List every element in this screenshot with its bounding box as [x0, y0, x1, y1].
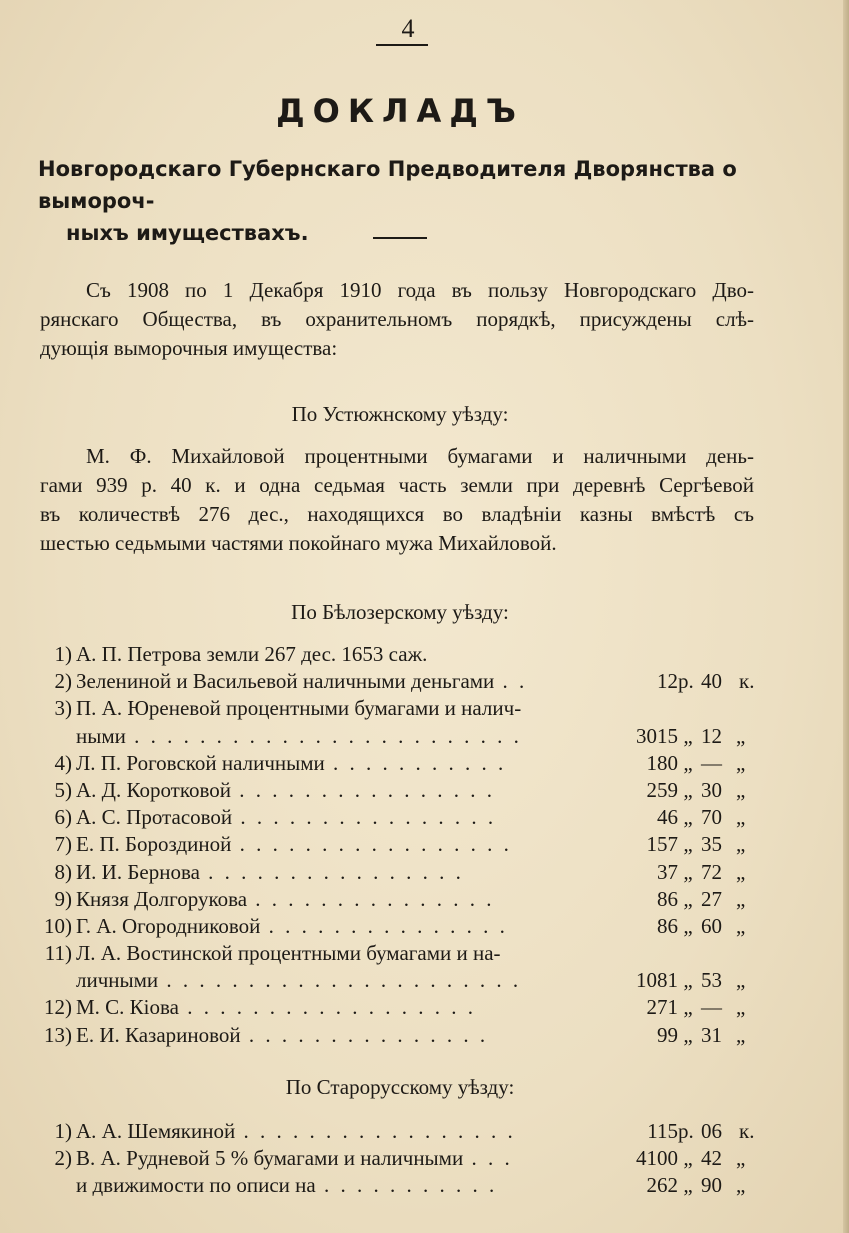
- amount-rubles: 46: [657, 805, 678, 830]
- ditto-mark: „: [683, 1146, 693, 1171]
- amount-rubles: 99: [657, 1022, 678, 1047]
- list-item: [40, 1022, 760, 1049]
- dot-leader: . . . . . . . . . . . . . . . .: [231, 777, 495, 802]
- amount-kopecks: 31: [701, 1022, 722, 1047]
- item-text: [76, 1022, 650, 1049]
- kopecks-suffix: к.: [739, 1119, 755, 1143]
- item-text: [76, 668, 650, 695]
- amount-kopecks: 72: [701, 859, 722, 884]
- dot-leader: . . . . . . . . . . . . . . . .: [199, 859, 464, 884]
- amount-kopecks: —: [701, 750, 722, 775]
- section-heading-beloozero: По Бѣлозерскому уѣзду:: [291, 600, 509, 624]
- ditto-mark: „: [736, 913, 746, 938]
- body-line: гами 939 р. 40 к. и одна седьмая часть земли при деревнѣ Сергѣевой: [40, 473, 754, 497]
- amount-rubles: 3015: [636, 723, 678, 748]
- item-name: Зелениной и Васильевой наличными деньгами: [76, 669, 495, 694]
- amount-rubles: 271: [646, 995, 678, 1020]
- amount-kopecks: 35: [701, 832, 722, 857]
- ditto-mark: „: [683, 1173, 693, 1198]
- item-text: [76, 695, 650, 722]
- amount-rubles: 86: [657, 913, 678, 938]
- item-name: и движимости по описи на: [76, 1173, 316, 1198]
- item-name: Л. П. Роговской наличными: [76, 750, 325, 775]
- page-number-underline: [376, 44, 428, 46]
- item-number: 13): [44, 1022, 72, 1047]
- ditto-mark: „: [683, 805, 693, 830]
- item-text: [76, 886, 650, 913]
- ditto-mark: „: [736, 995, 746, 1020]
- ditto-mark: „: [736, 777, 746, 802]
- amount-kopecks: 42: [701, 1146, 722, 1171]
- item-number: 3): [54, 696, 72, 721]
- item-name: ными: [76, 723, 126, 748]
- list-item: [40, 886, 760, 913]
- ditto-mark: „: [736, 1173, 746, 1198]
- amount-rubles: 4100: [636, 1146, 678, 1171]
- ditto-mark: „: [736, 859, 746, 884]
- ditto-mark: „: [683, 913, 693, 938]
- page-fold-edge: [843, 0, 849, 1233]
- item-number: 2): [54, 669, 72, 694]
- item-text: [76, 1172, 650, 1199]
- list-item: [40, 831, 760, 858]
- list-item: [40, 723, 760, 750]
- item-text: [76, 831, 650, 858]
- ditto-mark: „: [683, 859, 693, 884]
- item-number: 2): [54, 1146, 72, 1171]
- amount-kopecks: 90: [701, 1173, 722, 1198]
- amount-rubles: 262: [646, 1173, 678, 1198]
- section-heading-ustyuzhna: По Устюжнскому уѣзду:: [291, 402, 509, 426]
- dot-leader: . . . . . . . . . . . . . . . . . .: [178, 995, 476, 1020]
- document-title: ДОКЛАДЪ: [276, 92, 524, 130]
- item-name: Е. И. Казариновой: [76, 1022, 241, 1047]
- ditto-mark: „: [683, 1022, 693, 1047]
- item-text: [76, 1145, 650, 1172]
- document-subtitle: [38, 153, 758, 249]
- list-item: [40, 777, 760, 804]
- list-item: [40, 804, 760, 831]
- item-number: 10): [44, 913, 72, 938]
- dot-leader: . . . . . . . . . . . . . . .: [247, 886, 495, 911]
- dot-leader: . . . . . . . . . . . . . . . . . . . . . .: [158, 968, 522, 993]
- list-item: [40, 641, 760, 668]
- dot-leader: . . . . . . . . . . .: [324, 750, 507, 775]
- item-name: Е. П. Бороздиной: [76, 832, 232, 857]
- intro-line: рянскаго Общества, въ охранительномъ порядкѣ, присуждены слѣ-: [40, 307, 754, 331]
- dot-leader: . . . . . . . . . . . . . . . . .: [231, 832, 512, 857]
- intro-paragraph: [40, 276, 754, 363]
- list-item: [40, 994, 760, 1021]
- amount-kopecks: 40: [701, 669, 722, 694]
- page-number: 4: [401, 14, 415, 43]
- item-number: 8): [54, 859, 72, 884]
- kopecks-suffix: к.: [739, 669, 755, 694]
- ditto-mark: „: [683, 886, 693, 911]
- item-text: [76, 913, 650, 940]
- item-text: [76, 750, 650, 777]
- ditto-mark: „: [736, 886, 746, 911]
- list-item: [40, 668, 760, 695]
- staraya-russa-list: [40, 1118, 760, 1200]
- ditto-mark: „: [683, 832, 693, 857]
- dot-leader: . . . . . . . . . . . . . . . . .: [235, 1119, 516, 1143]
- ditto-mark: „: [736, 832, 746, 857]
- title-divider: [373, 237, 427, 239]
- item-name: М. С. Кіова: [76, 995, 179, 1020]
- item-text: [76, 723, 650, 750]
- beloozero-list: [40, 641, 760, 1049]
- amount-rubles: 115: [647, 1119, 678, 1143]
- ditto-mark: „: [683, 777, 693, 802]
- list-item: [40, 1118, 760, 1145]
- body-line: въ количествѣ 276 дес., находящихся во владѣніи казны вмѣстѣ съ: [40, 502, 754, 526]
- amount-kopecks: 53: [701, 968, 722, 993]
- ditto-mark: „: [683, 968, 693, 993]
- list-item: [40, 750, 760, 777]
- ditto-mark: „: [736, 1022, 746, 1047]
- dot-leader: . . . . . . . . . . . . . . .: [260, 913, 508, 938]
- list-item: [40, 1145, 760, 1172]
- amount-kopecks: 06: [701, 1119, 722, 1143]
- list-item: [40, 967, 760, 994]
- ditto-mark: „: [683, 750, 693, 775]
- subtitle-line-1: Новгородскаго Губернскаго Предводителя Дворянства о выморoч-: [38, 157, 737, 213]
- item-number: 11): [44, 941, 72, 966]
- item-name: Л. А. Востинской процентными бумагами и на-: [76, 941, 501, 966]
- dot-leader: . . . . . . . . . . .: [315, 1173, 498, 1198]
- dot-leader: . .: [494, 669, 528, 694]
- intro-line: Съ 1908 по 1 Декабря 1910 года въ пользу Новгородскаго Дво-: [86, 278, 754, 302]
- item-number: 5): [54, 777, 72, 802]
- amount-kopecks: —: [701, 995, 722, 1020]
- item-name: В. А. Рудневой 5 % бумагами и наличными: [76, 1146, 464, 1171]
- rubles-suffix: р.: [678, 1119, 694, 1143]
- amount-kopecks: 60: [701, 913, 722, 938]
- list-item: [40, 940, 760, 967]
- item-text: [76, 967, 650, 994]
- list-item: [40, 1172, 760, 1199]
- item-text: [76, 804, 650, 831]
- item-text: [76, 641, 650, 668]
- rubles-suffix: р.: [678, 669, 694, 694]
- item-name: И. И. Бернова: [76, 859, 200, 884]
- ditto-mark: „: [736, 723, 746, 748]
- item-number: 7): [54, 832, 72, 857]
- subtitle-line-2: ныхъ имуществахъ.: [66, 221, 309, 245]
- body-line: М. Ф. Михайловой процентными бумагами и наличными день-: [86, 444, 754, 468]
- amount-rubles: 12: [657, 669, 678, 694]
- item-name: А. С. Протасовой: [76, 805, 233, 830]
- item-name: А. П. Петрова земли 267 дес. 1653 саж.: [76, 642, 428, 666]
- item-name: личными: [76, 968, 159, 993]
- amount-kopecks: 30: [701, 777, 722, 802]
- amount-rubles: 180: [646, 750, 678, 775]
- item-name: П. А. Юреневой процентными бумагами и налич-: [76, 696, 522, 721]
- amount-rubles: 86: [657, 886, 678, 911]
- ditto-mark: „: [736, 1146, 746, 1171]
- body-line: шестью седьмыми частями покойнаго мужа Михайловой.: [40, 531, 557, 555]
- item-text: [76, 1118, 650, 1145]
- item-number: 9): [54, 886, 72, 911]
- dot-leader: . . .: [463, 1146, 513, 1171]
- item-number: 1): [54, 1119, 72, 1143]
- item-name: А. Д. Коротковой: [76, 777, 231, 802]
- list-item: [40, 695, 760, 722]
- amount-rubles: 259: [646, 777, 678, 802]
- item-number: 1): [54, 642, 72, 666]
- ditto-mark: „: [736, 750, 746, 775]
- section-heading-staraya-russa: По Старорусскому уѣзду:: [285, 1075, 515, 1099]
- amount-rubles: 157: [646, 832, 678, 857]
- amount-kopecks: 12: [701, 723, 722, 748]
- item-text: [76, 859, 650, 886]
- section-body-ustyuzhna: [40, 442, 754, 558]
- dot-leader: . . . . . . . . . . . . . . . .: [232, 805, 497, 830]
- list-item: [40, 859, 760, 886]
- item-text: [76, 940, 650, 967]
- item-text: [76, 777, 650, 804]
- ditto-mark: „: [736, 968, 746, 993]
- dot-leader: . . . . . . . . . . . . . . .: [240, 1022, 489, 1047]
- intro-line: дующія выморочныя имущества:: [40, 336, 338, 360]
- item-name: Г. А. Огородниковой: [76, 913, 261, 938]
- list-item: [40, 913, 760, 940]
- dot-leader: . . . . . . . . . . . . . . . . . . . . . . . .: [125, 723, 522, 748]
- amount-kopecks: 70: [701, 805, 722, 830]
- item-name: Князя Долгорукова: [76, 886, 248, 911]
- item-number: 6): [54, 805, 72, 830]
- item-name: А. А. Шемякиной: [76, 1119, 236, 1143]
- item-number: 12): [44, 995, 72, 1020]
- item-number: 4): [54, 750, 72, 775]
- ditto-mark: „: [683, 995, 693, 1020]
- amount-rubles: 37: [657, 859, 678, 884]
- amount-kopecks: 27: [701, 886, 722, 911]
- ditto-mark: „: [683, 723, 693, 748]
- ditto-mark: „: [736, 805, 746, 830]
- item-text: [76, 994, 650, 1021]
- amount-rubles: 1081: [636, 968, 678, 993]
